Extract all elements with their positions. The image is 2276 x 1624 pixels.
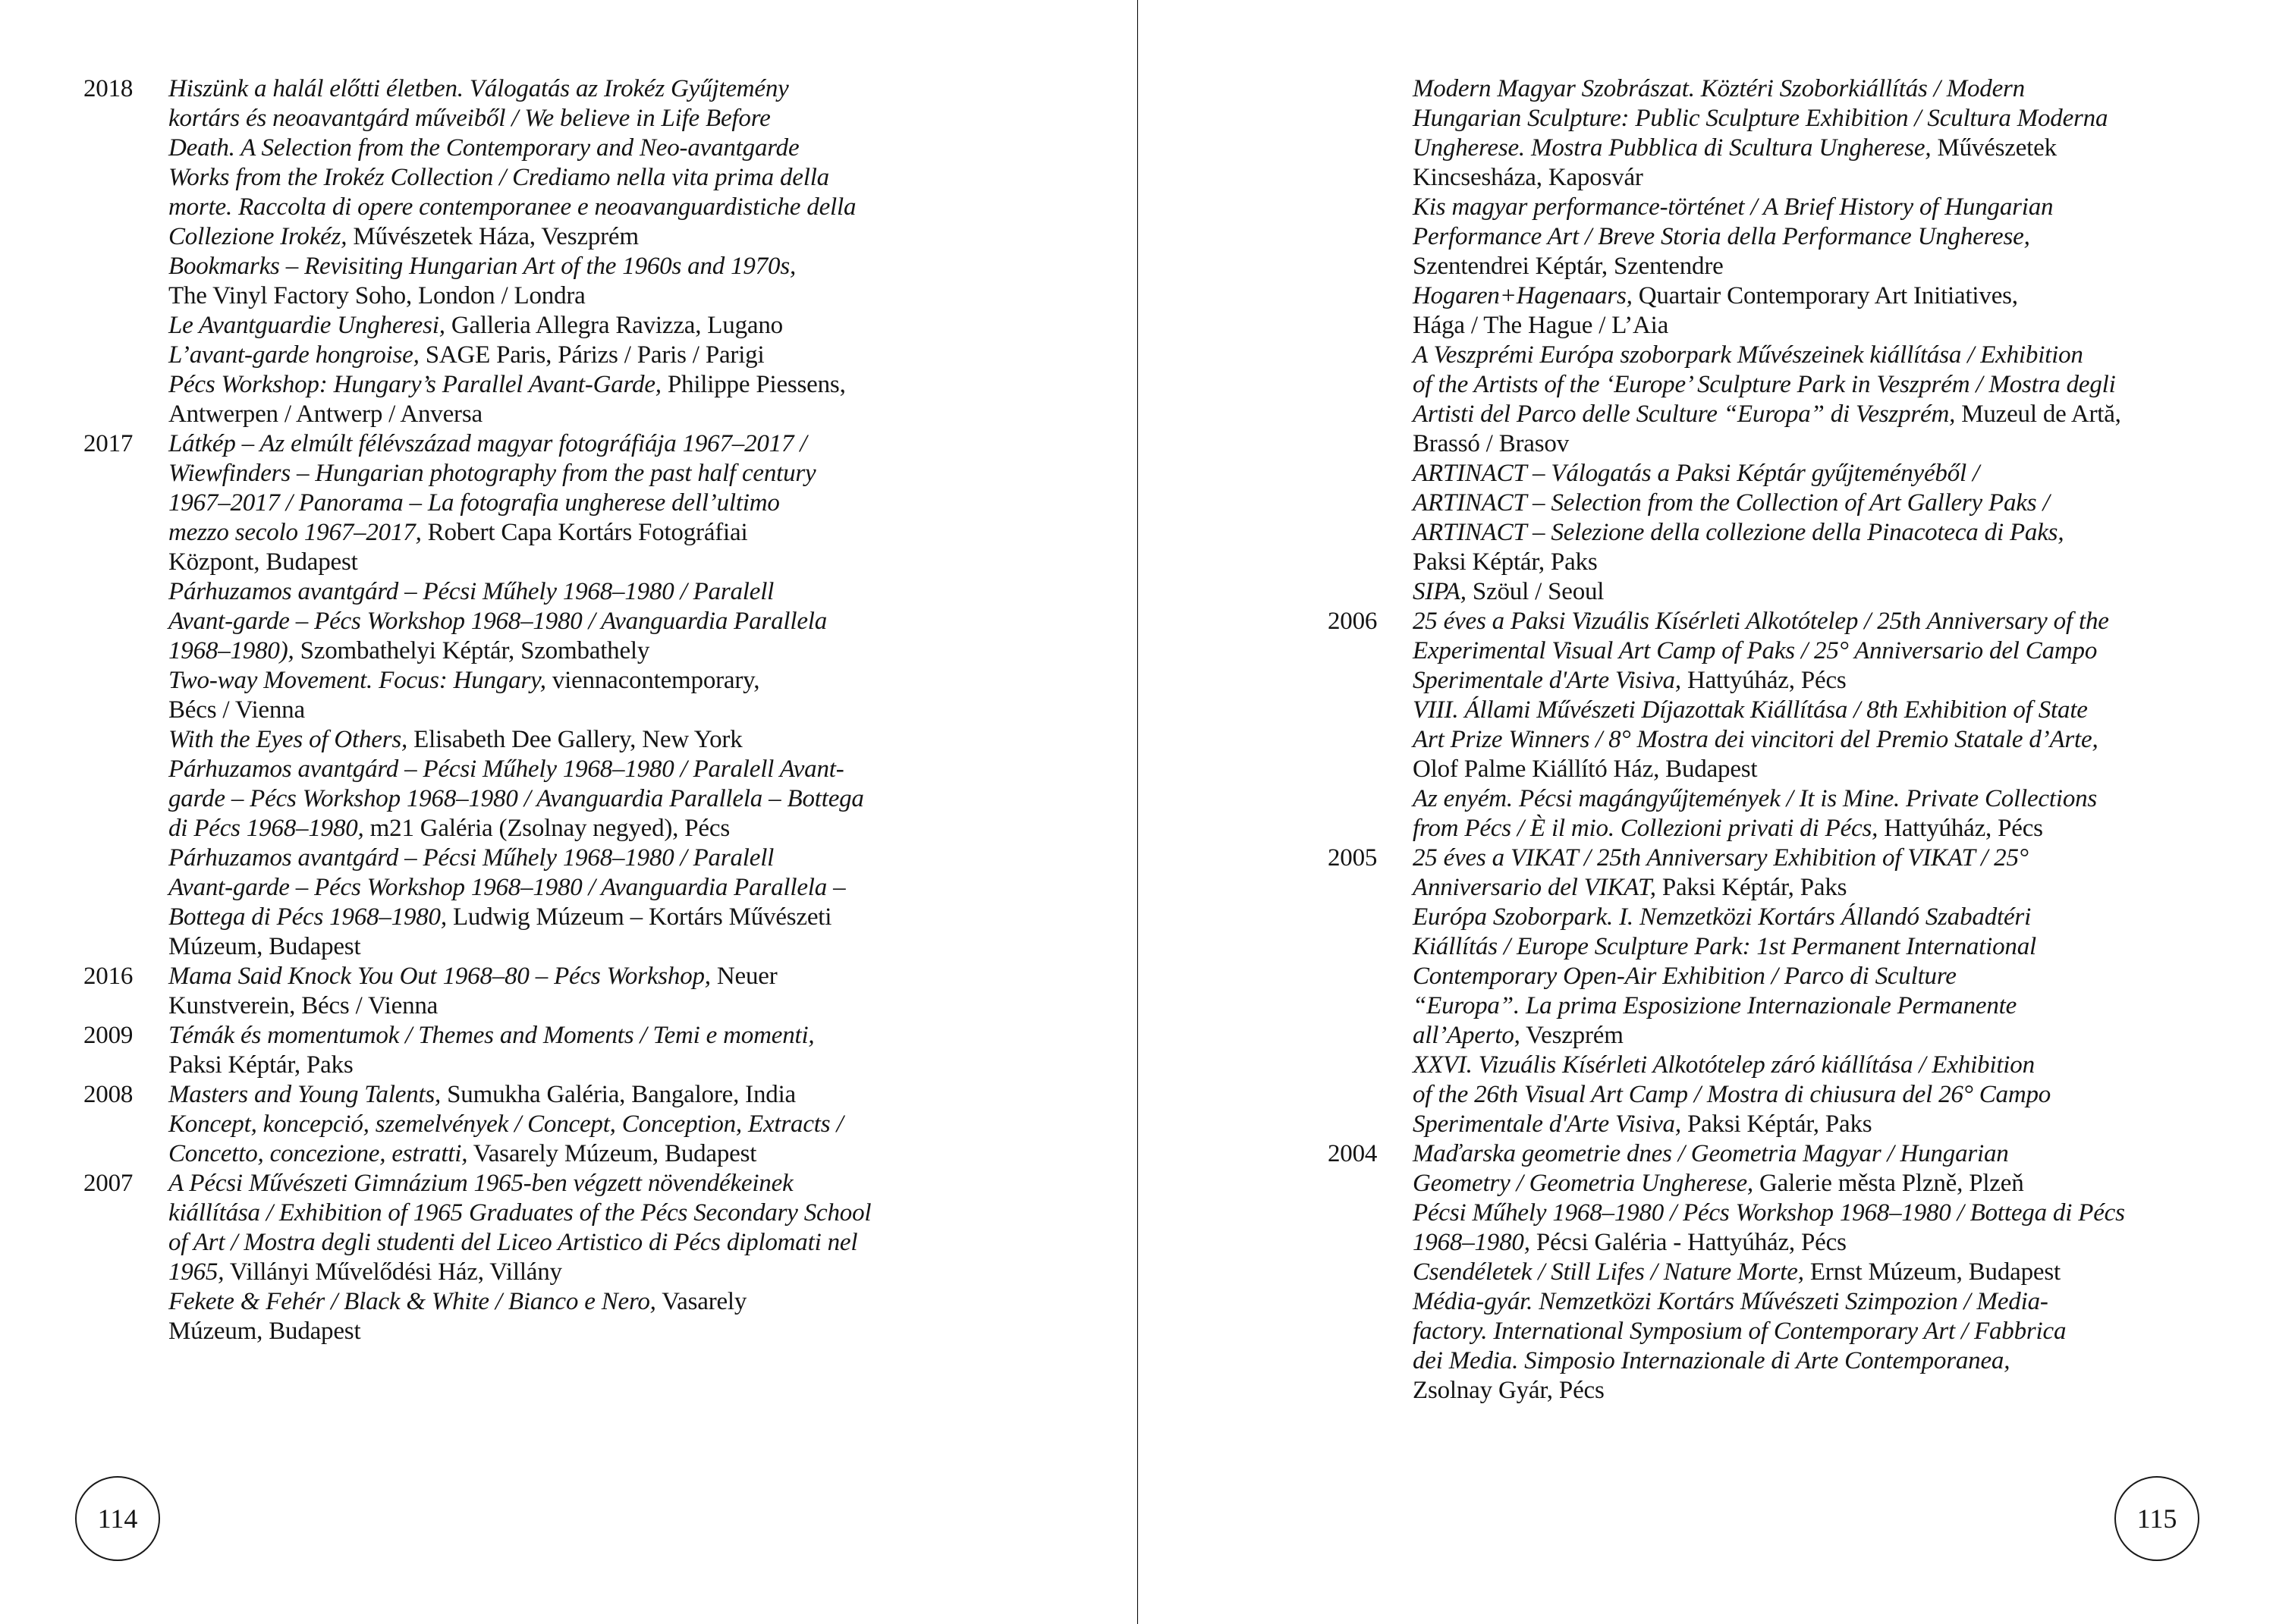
exhibition-title-segment: ARTINACT – Selezione della collezione della Pinacoteca di Paks, [1413, 519, 2064, 546]
exhibition-title-segment: di Pécs 1968–1980, [168, 815, 364, 842]
exhibition-title-segment: “Europa”. La prima Esposizione Internazionale Permanente [1413, 992, 2017, 1019]
exhibition-title-segment: Works from the Irokéz Collection / Crediamo nella vita prima della [168, 164, 829, 191]
venue-segment: viennacontemporary, [545, 667, 760, 694]
exhibition-title-segment: Kis magyar performance-történet / A Brief History of Hungarian [1413, 193, 2054, 221]
venue-segment: Központ, Budapest [168, 548, 358, 576]
exhibition-title-segment: Geometry / Geometria Ungherese, [1413, 1170, 1753, 1197]
year-block [83, 1021, 1070, 1080]
venue-segment: Galleria Allegra Ravizza, Lugano [445, 312, 783, 339]
entry-line [168, 814, 1070, 843]
year-label: 2008 [83, 1081, 134, 1108]
exhibition-title-segment: of Art / Mostra degli studenti del Liceo Artistico di Pécs diplomati nel [168, 1229, 858, 1256]
entry-line [1413, 1198, 2223, 1228]
entry-line [1413, 725, 2223, 755]
exhibition-title-segment: Avant-garde – Pécs Workshop 1968–1980 / Avanguardia Parallela [168, 608, 828, 635]
entry-line [168, 252, 1070, 281]
venue-segment: Antwerpen / Antwerp / Anversa [168, 401, 483, 428]
exhibition-title-segment: Párhuzamos avantgárd – Pécsi Műhely 1968–1980 / Paralell [168, 844, 775, 872]
entry-line [168, 843, 1070, 873]
venue-segment: Brassó / Brasov [1413, 430, 1569, 457]
venue-segment: Ludwig Múzeum – Kortárs Művészeti [446, 903, 832, 931]
exhibition-title-segment: Concetto, concezione, estratti, [168, 1140, 468, 1167]
entry-line [168, 104, 1070, 134]
exhibition-title-segment: Le Avantguardie Ungheresi, [168, 312, 445, 339]
exhibition-title-segment: factory. International Symposium of Contemporary Art / Fabbrica [1413, 1318, 2067, 1345]
exhibition-title-segment: Two-way Movement. Focus: Hungary, [168, 667, 546, 694]
exhibition-title-segment: Látkép – Az elmúlt félévszázad magyar fotográfiája 1967–2017 / [168, 430, 807, 457]
entry-line [1413, 1051, 2223, 1080]
entry-line [1413, 74, 2223, 104]
entry-line [1413, 252, 2223, 281]
exhibition-title-segment: kiállítása / Exhibition of 1965 Graduates of the Pécs Secondary School [168, 1199, 872, 1227]
exhibition-title-segment: Mama Said Knock You Out 1968–80 – Pécs Workshop, [168, 963, 711, 990]
entry-line [168, 932, 1070, 962]
exhibition-title-segment: Témák és momentumok / Themes and Moments / Temi e momenti, [168, 1022, 815, 1049]
venue-segment: Robert Capa Kortárs Fotográfiai [421, 519, 748, 546]
year-block [1328, 1139, 2223, 1406]
entry-line [1413, 193, 2223, 222]
entry-line [1413, 1021, 2223, 1051]
exhibition-title-segment: VIII. Állami Művészeti Díjazottak Kiállítása / 8th Exhibition of State [1413, 696, 2088, 724]
exhibition-title-segment: 1968–1980), [168, 637, 294, 664]
right-page-exhibition-list [1328, 74, 2223, 1406]
venue-segment: Paksi Képtár, Paks [1680, 1110, 1872, 1138]
entry-line [168, 74, 1070, 104]
entry-line [1413, 1317, 2223, 1346]
venue-segment: Szentendrei Képtár, Szentendre [1413, 253, 1724, 280]
entry-line [1413, 932, 2223, 962]
entry-line [1413, 873, 2223, 903]
exhibition-title-segment: 25 éves a VIKAT / 25th Anniversary Exhibition of VIKAT / 25° [1413, 844, 2029, 872]
entry-line [1413, 1169, 2223, 1198]
venue-segment: Quartair Contemporary Art Initiatives, [1632, 282, 2018, 309]
exhibition-title-segment: of the Artists of the ‘Europe’ Sculpture Park in Veszprém / Mostra degli [1413, 371, 2116, 398]
venue-segment: Szombathelyi Képtár, Szombathely [294, 637, 650, 664]
venue-segment: Neuer [710, 963, 778, 990]
exhibition-title-segment: Collezione Irokéz, [168, 223, 347, 250]
venue-segment: Sumukha Galéria, Bangalore, India [441, 1081, 796, 1108]
exhibition-title-segment: kortárs és neoavantgárd műveiből / We believe in Life Before [168, 105, 771, 132]
venue-segment: m21 Galéria (Zsolnay negyed), Pécs [363, 815, 730, 842]
entry-line [168, 488, 1070, 518]
exhibition-title-segment: A Veszprémi Európa szoborpark Művészeinek kiállítása / Exhibition [1413, 341, 2083, 369]
entry-line [168, 163, 1070, 193]
exhibition-title-segment: 25 éves a Paksi Vizuális Kísérleti Alkotótelep / 25th Anniversary of the [1413, 608, 2109, 635]
entry-line [1413, 459, 2223, 488]
entry-line [168, 1287, 1070, 1317]
entry-line [168, 755, 1070, 784]
entry-line [168, 577, 1070, 607]
entry-line [168, 548, 1070, 577]
entry-line [1413, 1346, 2223, 1376]
exhibition-title-segment: L’avant-garde hongroise, [168, 341, 420, 369]
venue-segment: Villányi Művelődési Ház, Villány [224, 1258, 562, 1286]
entry-line [1413, 755, 2223, 784]
entry-line [1413, 577, 2223, 607]
exhibition-title-segment: Pécs Workshop: Hungary’s Parallel Avant-Garde, [168, 371, 662, 398]
exhibition-title-segment: Avant-garde – Pécs Workshop 1968–1980 / Avanguardia Parallela – [168, 874, 846, 901]
exhibition-title-segment: Contemporary Open-Air Exhibition / Parco di Sculture [1413, 963, 1957, 990]
venue-segment: SAGE Paris, Párizs / Paris / Parigi [419, 341, 765, 369]
entry-line [1413, 311, 2223, 341]
exhibition-title-segment: of the 26th Visual Art Camp / Mostra di chiusura del 26° Campo [1413, 1081, 2051, 1108]
exhibition-title-segment: Sperimentale d'Arte Visiva, [1413, 667, 1681, 694]
entry-lines [1413, 74, 2223, 607]
entry-line [168, 1317, 1070, 1346]
venue-segment: Philippe Piessens, [661, 371, 846, 398]
entry-lines [168, 962, 1070, 1021]
entry-lines [168, 1169, 1070, 1346]
entry-line [1413, 222, 2223, 252]
entry-line [168, 1198, 1070, 1228]
entry-line [1413, 1376, 2223, 1406]
exhibition-title-segment: garde – Pécs Workshop 1968–1980 / Avanguardia Parallela – Bottega [168, 785, 864, 812]
entry-line [168, 725, 1070, 755]
exhibition-title-segment: Párhuzamos avantgárd – Pécsi Műhely 1968–1980 / Paralell [168, 578, 775, 605]
entry-line [1413, 548, 2223, 577]
exhibition-title-segment: Európa Szoborpark. I. Nemzetközi Kortárs Állandó Szabadtéri [1413, 903, 2032, 931]
venue-segment: Kunstverein, Bécs / Vienna [168, 992, 439, 1019]
entry-line [1413, 991, 2223, 1021]
right-page [1138, 0, 2276, 1624]
entry-line [1413, 666, 2223, 696]
entry-lines [1413, 1139, 2223, 1406]
entry-line [168, 518, 1070, 548]
entry-line [1413, 104, 2223, 134]
venue-segment: Paksi Képtár, Paks [168, 1051, 354, 1079]
entry-line [1413, 370, 2223, 400]
year-label: 2017 [83, 430, 134, 457]
year-label: 2016 [83, 963, 134, 990]
entry-line [168, 222, 1070, 252]
venue-segment: Muzeul de Artă, [1955, 401, 2121, 428]
entry-line [168, 370, 1070, 400]
exhibition-title-segment: Koncept, koncepció, szemelvények / Concept, Conception, Extracts / [168, 1110, 844, 1138]
entry-line [1413, 341, 2223, 370]
year-block [83, 74, 1070, 429]
year-block [83, 962, 1070, 1021]
exhibition-title-segment: dei Media. Simposio Internazionale di Arte Contemporanea, [1413, 1347, 2010, 1374]
year-block [1328, 843, 2223, 1139]
entry-line [1413, 1080, 2223, 1110]
exhibition-title-segment: Hiszünk a halál előtti életben. Válogatás az Irokéz Gyűjtemény [168, 75, 789, 102]
entry-line [1413, 1139, 2223, 1169]
year-block [1328, 74, 2223, 607]
entry-line [168, 666, 1070, 696]
exhibition-title-segment: SIPA, [1413, 578, 1467, 605]
entry-line [168, 429, 1070, 459]
entry-line [168, 784, 1070, 814]
left-page-exhibition-list [83, 74, 1070, 1346]
entry-line [1413, 696, 2223, 725]
venue-segment: Hattyúház, Pécs [1680, 667, 1847, 694]
exhibition-title-segment: Ungherese. Mostra Pubblica di Scultura Ungherese, [1413, 134, 1932, 162]
venue-segment: Kincsesháza, Kaposvár [1413, 164, 1643, 191]
entry-line [168, 1139, 1070, 1169]
exhibition-title-segment: Art Prize Winners / 8° Mostra dei vincitori del Premio Statale d’Arte, [1413, 726, 2098, 753]
exhibition-title-segment: Bookmarks – Revisiting Hungarian Art of the 1960s and 1970s, [168, 253, 797, 280]
exhibition-title-segment: Death. A Selection from the Contemporary and Neo-avantgarde [168, 134, 800, 162]
venue-segment: Művészetek Háza, Veszprém [347, 223, 639, 250]
venue-segment: Hattyúház, Pécs [1878, 815, 2043, 842]
entry-line [168, 1080, 1070, 1110]
entry-line [168, 696, 1070, 725]
exhibition-title-segment: Artisti del Parco delle Sculture “Europa” di Veszprém, [1413, 401, 1956, 428]
year-label: 2007 [83, 1170, 134, 1197]
exhibition-title-segment: Párhuzamos avantgárd – Pécsi Műhely 1968–1980 / Paralell Avant- [168, 755, 844, 783]
entry-line [168, 1228, 1070, 1258]
entry-line [1413, 1110, 2223, 1139]
exhibition-title-segment: Masters and Young Talents, [168, 1081, 442, 1108]
page-number-right: 115 [2136, 1503, 2177, 1534]
entry-line [168, 1051, 1070, 1080]
exhibition-title-segment: ARTINACT – Selection from the Collection of Art Gallery Paks / [1413, 489, 2050, 517]
entry-lines [168, 429, 1070, 962]
exhibition-title-segment: 1968–1980, [1413, 1229, 1530, 1256]
entry-line [168, 341, 1070, 370]
exhibition-title-segment: Modern Magyar Szobrászat. Köztéri Szoborkiállítás / Modern [1413, 75, 2025, 102]
exhibition-title-segment: morte. Raccolta di opere contemporanee e neoavanguardistiche della [168, 193, 857, 221]
entry-line [168, 607, 1070, 636]
exhibition-title-segment: Pécsi Műhely 1968–1980 / Pécs Workshop 1968–1980 / Bottega di Pécs [1413, 1199, 2125, 1227]
year-label: 2018 [83, 75, 134, 102]
entry-lines [168, 1021, 1070, 1080]
entry-lines [168, 1080, 1070, 1169]
exhibition-title-segment: Az enyém. Pécsi magángyűjtemények / It is Mine. Private Collections [1413, 785, 2098, 812]
entry-line [1413, 488, 2223, 518]
venue-segment: Galerie města Plzně, Plzeň [1753, 1170, 2024, 1197]
page-number-circle [2114, 1476, 2199, 1561]
venue-segment: Vasarely Múzeum, Budapest [467, 1140, 757, 1167]
entry-line [1413, 903, 2223, 932]
venue-segment: Szöul / Seoul [1466, 578, 1605, 605]
entry-line [1413, 281, 2223, 311]
exhibition-title-segment: Performance Art / Breve Storia della Performance Ungherese, [1413, 223, 2030, 250]
exhibition-title-segment: ARTINACT – Válogatás a Paksi Képtár gyűjteményéből / [1413, 460, 1980, 487]
entry-lines [1413, 607, 2223, 843]
exhibition-title-segment: mezzo secolo 1967–2017, [168, 519, 422, 546]
exhibition-title-segment: A Pécsi Művészeti Gimnázium 1965-ben végzett növendékeinek [168, 1170, 794, 1197]
exhibition-title-segment: Bottega di Pécs 1968–1980, [168, 903, 447, 931]
exhibition-title-segment: Hungarian Sculpture: Public Sculpture Exhibition / Scultura Moderna [1413, 105, 2108, 132]
venue-segment: Zsolnay Gyár, Pécs [1413, 1377, 1605, 1404]
entry-line [1413, 636, 2223, 666]
exhibition-title-segment: all’Aperto, [1413, 1022, 1520, 1049]
exhibition-title-segment: 1967–2017 / Panorama – La fotografia ungherese dell’ultimo [168, 489, 780, 517]
page-number-left: 114 [97, 1503, 138, 1534]
entry-line [1413, 784, 2223, 814]
entry-line [1413, 843, 2223, 873]
exhibition-title-segment: Sperimentale d'Arte Visiva, [1413, 1110, 1681, 1138]
exhibition-title-segment: Experimental Visual Art Camp of Paks / 25° Anniversario del Campo [1413, 637, 2098, 664]
entry-line [1413, 1258, 2223, 1287]
venue-segment: The Vinyl Factory Soho, London / Londra [168, 282, 586, 309]
entry-line [1413, 814, 2223, 843]
exhibition-title-segment: Fekete & Fehér / Black & White / Bianco e Nero, [168, 1288, 656, 1315]
exhibition-title-segment: from Pécs / È il mio. Collezioni privati di Pécs, [1413, 815, 1878, 842]
venue-segment: Veszprém [1520, 1022, 1624, 1049]
year-block [1328, 607, 2223, 843]
entry-line [168, 134, 1070, 163]
entry-line [1413, 429, 2223, 459]
entry-lines [1413, 843, 2223, 1139]
entry-line [1413, 134, 2223, 163]
exhibition-title-segment: Hogaren+Hagenaars, [1413, 282, 1633, 309]
entry-line [168, 903, 1070, 932]
exhibition-title-segment: Csendéletek / Still Lifes / Nature Morte, [1413, 1258, 1804, 1286]
year-block [83, 1169, 1070, 1346]
entry-line [168, 873, 1070, 903]
page-number-circle [75, 1476, 160, 1561]
exhibition-title-segment: Wiewfinders – Hungarian photography from the past half century [168, 460, 816, 487]
venue-segment: Vasarely [655, 1288, 747, 1315]
entry-line [168, 636, 1070, 666]
exhibition-title-segment: Kiállítás / Europe Sculpture Park: 1st Permanent International [1413, 933, 2036, 960]
year-block [83, 1080, 1070, 1169]
year-label: 2006 [1328, 608, 1378, 635]
venue-segment: Múzeum, Budapest [168, 933, 361, 960]
entry-line [168, 281, 1070, 311]
entry-line [168, 1169, 1070, 1198]
entry-line [1413, 962, 2223, 991]
venue-segment: Paksi Képtár, Paks [1655, 874, 1847, 901]
entry-line [1413, 400, 2223, 429]
venue-segment: Ernst Múzeum, Budapest [1803, 1258, 2061, 1286]
entry-line [168, 1021, 1070, 1051]
entry-line [1413, 518, 2223, 548]
year-label: 2005 [1328, 844, 1378, 872]
entry-line [1413, 1228, 2223, 1258]
exhibition-title-segment: Maďarska geometrie dnes / Geometria Magyar / Hungarian [1413, 1140, 2009, 1167]
entry-line [168, 1110, 1070, 1139]
year-label: 2009 [83, 1022, 134, 1049]
exhibition-title-segment: Anniversario del VIKAT, [1413, 874, 1656, 901]
entry-line [1413, 163, 2223, 193]
year-block [83, 429, 1070, 962]
entry-line [168, 459, 1070, 488]
year-label: 2004 [1328, 1140, 1378, 1167]
venue-segment: Pécsi Galéria - Hattyúház, Pécs [1529, 1229, 1847, 1256]
venue-segment: Művészetek [1931, 134, 2057, 162]
entry-line [168, 311, 1070, 341]
exhibition-title-segment: Média-gyár. Nemzetközi Kortárs Művészeti Szimpozion / Media- [1413, 1288, 2048, 1315]
exhibition-title-segment: 1965, [168, 1258, 225, 1286]
venue-segment: Bécs / Vienna [168, 696, 305, 724]
entry-line [168, 193, 1070, 222]
entry-line [168, 400, 1070, 429]
entry-line [1413, 1287, 2223, 1317]
venue-segment: Hága / The Hague / L’Aia [1413, 312, 1669, 339]
exhibition-title-segment: With the Eyes of Others, [168, 726, 408, 753]
entry-line [168, 962, 1070, 991]
venue-segment: Múzeum, Budapest [168, 1318, 361, 1345]
venue-segment: Paksi Képtár, Paks [1413, 548, 1598, 576]
exhibition-title-segment: XXVI. Vizuális Kísérleti Alkotótelep záró kiállítása / Exhibition [1413, 1051, 2035, 1079]
venue-segment: Olof Palme Kiállító Ház, Budapest [1413, 755, 1758, 783]
entry-line [168, 991, 1070, 1021]
entry-line [1413, 607, 2223, 636]
venue-segment: Elisabeth Dee Gallery, New York [407, 726, 743, 753]
entry-line [168, 1258, 1070, 1287]
entry-lines [168, 74, 1070, 429]
